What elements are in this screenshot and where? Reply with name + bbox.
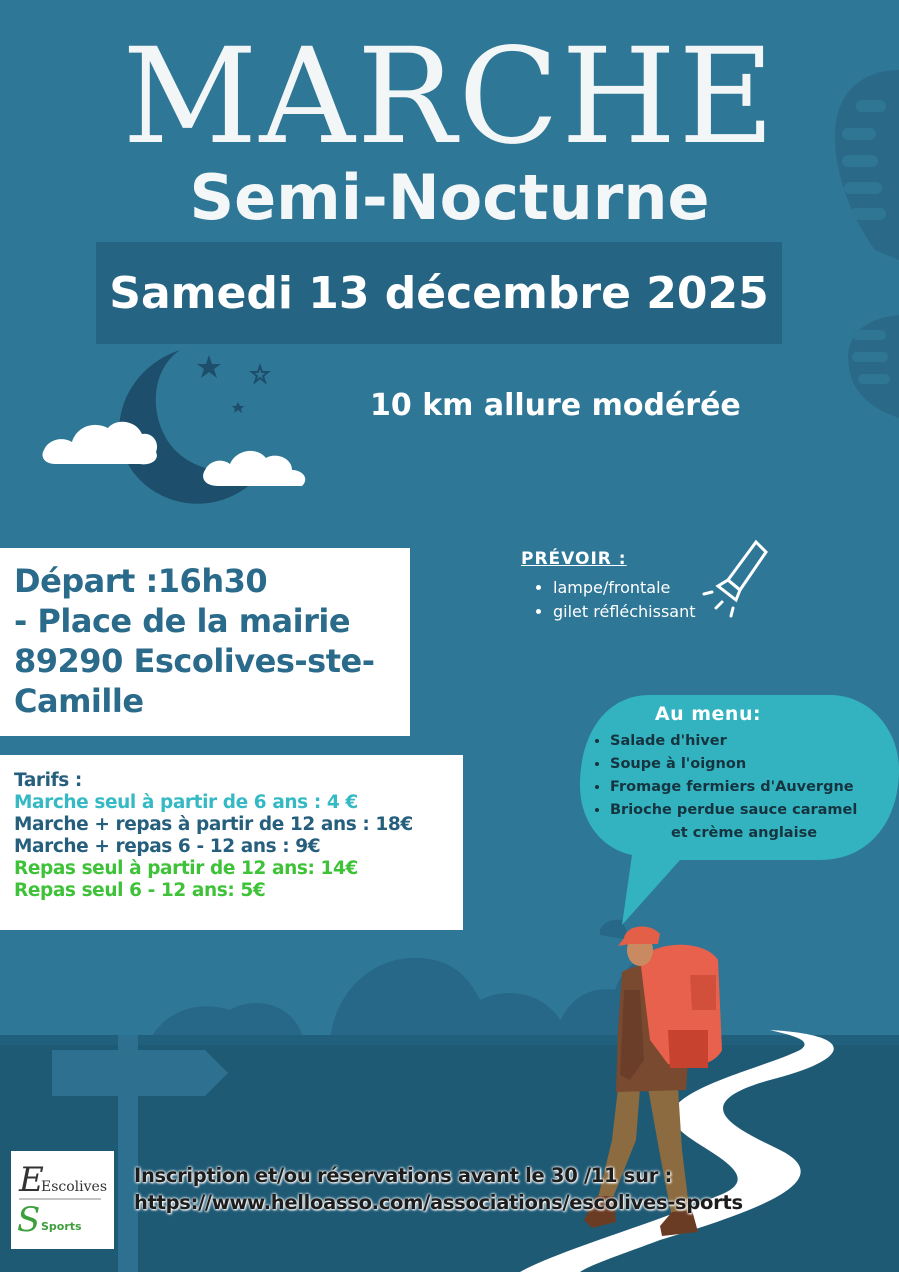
menu-title: Au menu: (654, 703, 762, 725)
event-date: Samedi 13 décembre 2025 (109, 268, 769, 319)
menu-list (590, 730, 899, 845)
menu-item-continuation: et crème anglaise (670, 825, 818, 841)
depart-line: - Place de la mairie (14, 602, 351, 640)
prevoir-item: • lampe/frontale (553, 576, 696, 600)
logo-line2: Sports (41, 1220, 82, 1233)
inscription-info (134, 1162, 743, 1216)
logo-line1: Escolives (41, 1179, 108, 1195)
logo-mark (11, 1151, 114, 1249)
tarif-row: Repas seul à partir de 12 ans: 14€ (14, 858, 358, 879)
tarif-row: Marche + repas à partir de 12 ans : 18€ (14, 814, 413, 835)
tarifs-list (14, 770, 462, 902)
inscription-line: Inscription et/ou réservations avant le 30 /11 sur : (134, 1164, 672, 1187)
menu-item-text: Brioche perdue sauce caramel (610, 802, 858, 818)
prevoir-list (521, 576, 696, 624)
menu-item (610, 799, 899, 845)
prevoir-item: • gilet réfléchissant (553, 600, 696, 624)
depart-line: Départ :16h30 (14, 562, 268, 600)
depart-line: 89290 Escolives-ste- (14, 642, 375, 680)
depart-info (14, 561, 406, 721)
depart-line: Camille (14, 682, 144, 720)
prevoir-section (521, 548, 696, 624)
tarif-row: Repas seul 6 - 12 ans: 5€ (14, 880, 266, 901)
distance-label: 10 km allure modérée (370, 388, 741, 423)
poster-subtitle: Semi-Nocturne (189, 161, 710, 234)
poster-title: MARCHE (122, 20, 777, 174)
tarif-row: Marche seul à partir de 6 ans : 4 € (14, 792, 358, 813)
svg-text:S: S (17, 1200, 41, 1240)
flashlight-icon (704, 542, 766, 616)
landscape-silhouette (150, 920, 690, 1040)
tarifs-heading: Tarifs : (14, 770, 82, 791)
tarif-row: Marche + repas 6 - 12 ans : 9€ (14, 836, 321, 857)
prevoir-title: PRÉVOIR : (521, 549, 627, 569)
menu-item: • Salade d'hiver (610, 730, 899, 753)
escolives-sports-logo (11, 1151, 114, 1249)
inscription-link[interactable]: https://www.helloasso.com/associations/escolives-sports (134, 1191, 743, 1214)
menu-item: • Fromage fermiers d'Auvergne (610, 776, 899, 799)
menu-item: • Soupe à l'oignon (610, 753, 899, 776)
svg-text:E: E (19, 1160, 44, 1200)
